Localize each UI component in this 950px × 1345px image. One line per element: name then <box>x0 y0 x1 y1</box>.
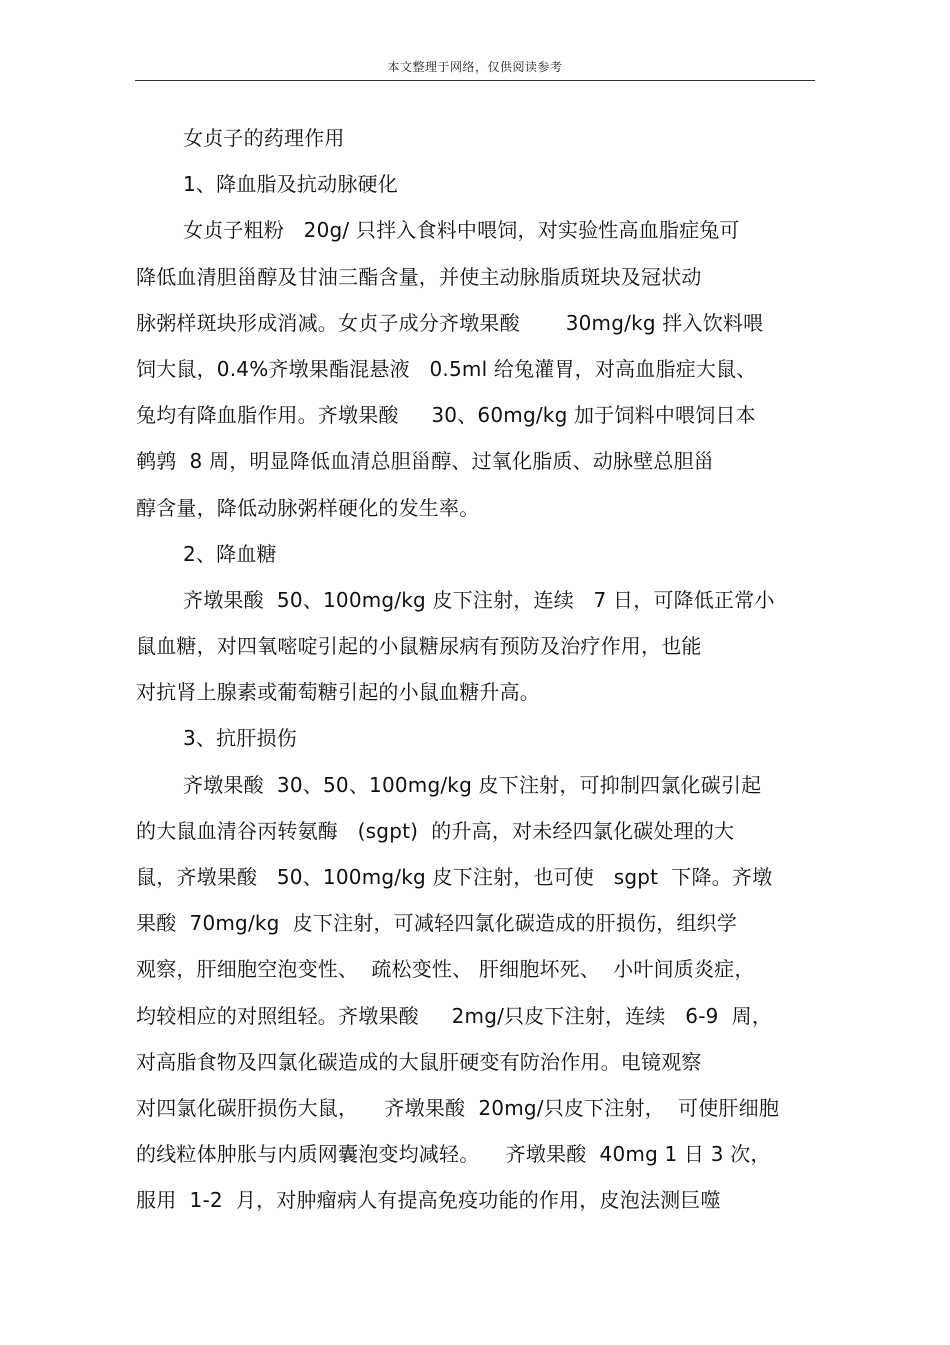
paragraph-line: 对抗肾上腺素或葡萄糖引起的小鼠血糖升高。 <box>136 680 540 705</box>
document-body <box>136 115 826 1224</box>
paragraph-line: 均较相应的对照组轻。齐墩果酸 2mg/只皮下注射，连续 6-9 周， <box>136 1003 773 1028</box>
paragraph-line: 的大鼠血清谷丙转氨酶 (sgpt) 的升高，对未经四氯化碳处理的大 <box>136 818 735 843</box>
paragraph-line: 醇含量，降低动脉粥样硬化的发生率。 <box>136 495 480 520</box>
paragraph-line: 齐墩果酸 30、50、100mg/kg 皮下注射，可抑制四氯化碳引起 <box>183 772 762 797</box>
section-title: 女贞子的药理作用 <box>183 126 345 150</box>
subsection-heading: 1、降血脂及抗动脉硬化 <box>183 172 398 197</box>
paragraph-line: 的线粒体肿胀与内质网囊泡变均减轻。 齐墩果酸 40mg 1 日 3 次， <box>136 1142 771 1167</box>
header-divider <box>135 80 815 81</box>
paragraph-line: 鼠血糖，对四氧嘧啶引起的小鼠糖尿病有预防及治疗作用，也能 <box>136 634 702 659</box>
paragraph-line: 齐墩果酸 50、100mg/kg 皮下注射，连续 7 日，可降低正常小 <box>183 587 775 612</box>
page-header: 本文整理于网络，仅供阅读参考 <box>387 60 563 74</box>
subsection-heading: 2、降血糖 <box>183 541 277 566</box>
paragraph-line: 兔均有降血脂作用。齐墩果酸 30、60mg/kg 加于饲料中喂饲日本 <box>136 403 756 428</box>
paragraph-line: 观察，肝细胞空泡变性、 疏松变性、 肝细胞坏死、 小叶间质炎症， <box>136 957 755 982</box>
paragraph-line: 对高脂食物及四氯化碳造成的大鼠肝硬变有防治作用。电镜观察 <box>136 1049 702 1074</box>
paragraph-line: 饲大鼠，0.4%齐墩果酯混悬液 0.5ml 给兔灌胃，对高血脂症大鼠、 <box>136 356 757 381</box>
subsection-heading: 3、抗肝损伤 <box>183 726 297 751</box>
paragraph-line: 鼠，齐墩果酸 50、100mg/kg 皮下注射，也可使 sgpt 下降。齐墩 <box>136 865 773 889</box>
paragraph-line: 服用 1-2 月，对肿瘤病人有提高免疫功能的作用，皮泡法测巨噬 <box>136 1188 721 1213</box>
paragraph-line: 对四氯化碳肝损伤大鼠， 齐墩果酸 20mg/只皮下注射， 可使肝细胞 <box>136 1095 780 1120</box>
paragraph-line: 脉粥样斑块形成消减。女贞子成分齐墩果酸 30mg/kg 拌入饮料喂 <box>136 310 764 335</box>
paragraph-line: 降低血清胆甾醇及甘油三酯含量，并使主动脉脂质斑块及冠状动 <box>136 264 702 289</box>
paragraph-line: 女贞子粗粉 20g/ 只拌入食料中喂饲，对实验性高血脂症兔可 <box>183 218 740 243</box>
paragraph-line: 果酸 70mg/kg 皮下注射，可减轻四氯化碳造成的肝损伤，组织学 <box>136 911 738 936</box>
paragraph-line: 鹌鹑 8 周，明显降低血清总胆甾醇、过氧化脂质、动脉壁总胆甾 <box>136 449 714 474</box>
